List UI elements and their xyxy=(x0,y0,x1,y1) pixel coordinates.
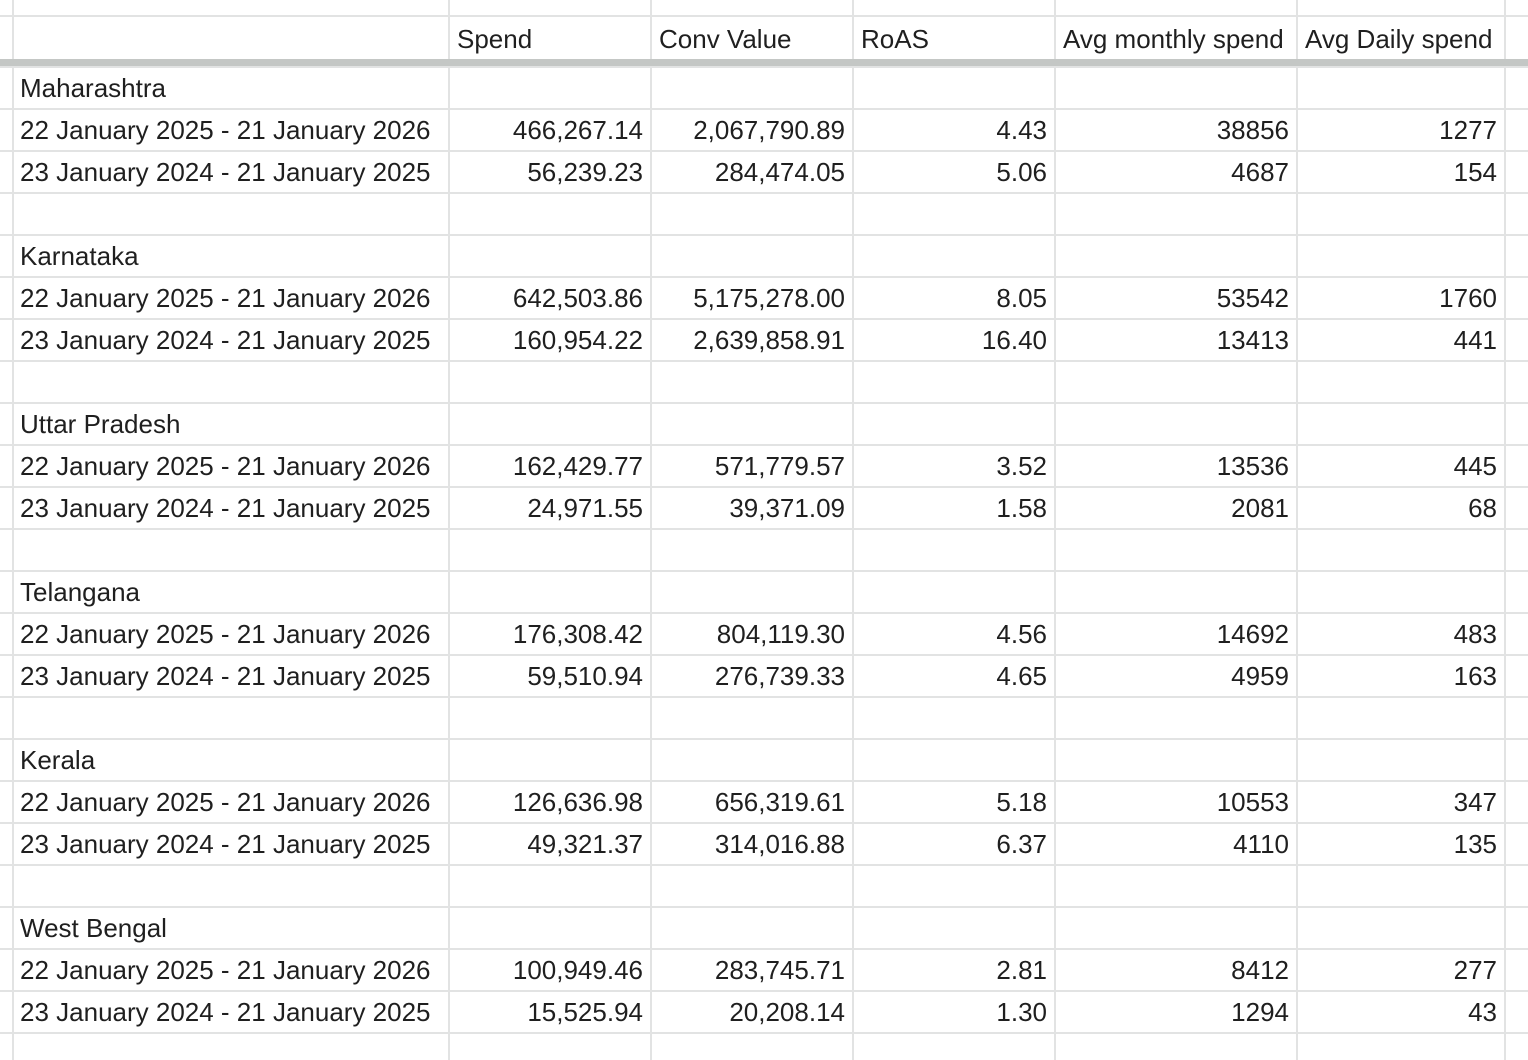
period-cell[interactable]: 23 January 2024 - 21 January 2025 xyxy=(20,157,431,187)
conv-value-cell[interactable]: 804,119.30 xyxy=(716,619,845,649)
avg-monthly-cell[interactable]: 1294 xyxy=(1231,997,1289,1027)
avg-daily-cell[interactable]: 43 xyxy=(1468,997,1497,1027)
grid-row-line xyxy=(0,360,1528,362)
period-cell[interactable]: 22 January 2025 - 21 January 2026 xyxy=(20,619,431,649)
period-cell[interactable]: 22 January 2025 - 21 January 2026 xyxy=(20,955,431,985)
header-blank-cell[interactable] xyxy=(20,19,441,59)
roas-cell[interactable]: 8.05 xyxy=(996,283,1047,313)
state-name-cell[interactable]: Kerala xyxy=(20,745,96,775)
roas-cell[interactable]: 3.52 xyxy=(996,451,1047,481)
grid-column-line xyxy=(448,0,450,1060)
roas-cell[interactable]: 2.81 xyxy=(996,955,1047,985)
avg-daily-cell[interactable]: 135 xyxy=(1453,829,1497,859)
avg-daily-cell[interactable]: 163 xyxy=(1453,661,1497,691)
spend-cell[interactable]: 126,636.98 xyxy=(512,787,643,817)
grid-row-line xyxy=(0,444,1528,446)
avg-daily-cell[interactable]: 68 xyxy=(1468,493,1497,523)
grid-column-line xyxy=(852,0,854,1060)
frozen-row-divider xyxy=(0,59,1528,66)
header-avg-daily-spend[interactable]: Avg Daily spend xyxy=(1305,24,1493,54)
roas-cell[interactable]: 1.30 xyxy=(996,997,1047,1027)
avg-daily-cell[interactable]: 154 xyxy=(1453,157,1497,187)
conv-value-cell[interactable]: 656,319.61 xyxy=(714,787,845,817)
avg-monthly-cell[interactable]: 10553 xyxy=(1216,787,1289,817)
spend-cell[interactable]: 160,954.22 xyxy=(512,325,643,355)
spend-cell[interactable]: 56,239.23 xyxy=(527,157,643,187)
avg-daily-cell[interactable]: 277 xyxy=(1453,955,1497,985)
period-cell[interactable]: 23 January 2024 - 21 January 2025 xyxy=(20,493,431,523)
grid-row-line xyxy=(0,948,1528,950)
conv-value-cell[interactable]: 20,208.14 xyxy=(729,997,845,1027)
spend-cell[interactable]: 176,308.42 xyxy=(512,619,643,649)
grid-row-line xyxy=(0,612,1528,614)
roas-cell[interactable]: 5.06 xyxy=(996,157,1047,187)
spend-cell[interactable]: 59,510.94 xyxy=(527,661,643,691)
roas-cell[interactable]: 4.43 xyxy=(996,115,1047,145)
avg-monthly-cell[interactable]: 13536 xyxy=(1216,451,1289,481)
avg-monthly-cell[interactable]: 2081 xyxy=(1231,493,1289,523)
avg-daily-cell[interactable]: 445 xyxy=(1453,451,1497,481)
conv-value-cell[interactable]: 2,067,790.89 xyxy=(693,115,845,145)
avg-monthly-cell[interactable]: 4110 xyxy=(1233,829,1289,859)
grid-column-line xyxy=(1054,0,1056,1060)
spend-cell[interactable]: 24,971.55 xyxy=(527,493,643,523)
grid-row-line xyxy=(0,108,1528,110)
roas-cell[interactable]: 16.40 xyxy=(981,325,1047,355)
grid-row-line xyxy=(0,990,1528,992)
roas-cell[interactable]: 4.65 xyxy=(996,661,1047,691)
grid-row-line xyxy=(0,528,1528,530)
period-cell[interactable]: 22 January 2025 - 21 January 2026 xyxy=(20,283,431,313)
avg-daily-cell[interactable]: 1277 xyxy=(1439,115,1497,145)
state-name-cell[interactable]: Maharashtra xyxy=(20,73,166,103)
period-cell[interactable]: 22 January 2025 - 21 January 2026 xyxy=(20,115,431,145)
roas-cell[interactable]: 1.58 xyxy=(996,493,1047,523)
avg-monthly-cell[interactable]: 53542 xyxy=(1216,283,1289,313)
header-avg-monthly-spend[interactable]: Avg monthly spend xyxy=(1063,24,1284,54)
spend-cell[interactable]: 466,267.14 xyxy=(512,115,643,145)
conv-value-cell[interactable]: 276,739.33 xyxy=(714,661,845,691)
header-conv-value[interactable]: Conv Value xyxy=(659,24,792,54)
grid-row-line xyxy=(0,15,1528,17)
spend-cell[interactable]: 15,525.94 xyxy=(527,997,643,1027)
grid-row-line xyxy=(0,192,1528,194)
spend-cell[interactable]: 642,503.86 xyxy=(512,283,643,313)
grid-row-line xyxy=(0,276,1528,278)
grid-row-line xyxy=(0,318,1528,320)
grid-row-line xyxy=(0,1032,1528,1034)
header-spend[interactable]: Spend xyxy=(457,24,533,54)
grid-column-line xyxy=(650,0,652,1060)
grid-column-line xyxy=(1504,0,1506,1060)
spend-cell[interactable]: 100,949.46 xyxy=(512,955,643,985)
header-roas[interactable]: RoAS xyxy=(861,24,929,54)
grid-row-line xyxy=(0,486,1528,488)
period-cell[interactable]: 22 January 2025 - 21 January 2026 xyxy=(20,451,431,481)
grid-row-line xyxy=(0,654,1528,656)
period-cell[interactable]: 23 January 2024 - 21 January 2025 xyxy=(20,829,431,859)
avg-daily-cell[interactable]: 347 xyxy=(1453,787,1497,817)
grid-row-line xyxy=(0,738,1528,740)
avg-daily-cell[interactable]: 441 xyxy=(1453,325,1497,355)
grid-row-line xyxy=(0,864,1528,866)
avg-daily-cell[interactable]: 1760 xyxy=(1439,283,1497,313)
grid-row-line xyxy=(0,822,1528,824)
conv-value-cell[interactable]: 571,779.57 xyxy=(714,451,845,481)
grid-row-line xyxy=(0,906,1528,908)
conv-value-cell[interactable]: 5,175,278.00 xyxy=(693,283,845,313)
grid-row-line xyxy=(0,780,1528,782)
avg-monthly-cell[interactable]: 8412 xyxy=(1231,955,1289,985)
avg-monthly-cell[interactable]: 38856 xyxy=(1216,115,1289,145)
roas-cell[interactable]: 6.37 xyxy=(996,829,1047,859)
grid-row-line xyxy=(0,570,1528,572)
avg-daily-cell[interactable]: 483 xyxy=(1453,619,1497,649)
period-cell[interactable]: 23 January 2024 - 21 January 2025 xyxy=(20,661,431,691)
conv-value-cell[interactable]: 284,474.05 xyxy=(714,157,845,187)
grid-row-line xyxy=(0,66,1528,68)
grid-row-line xyxy=(0,150,1528,152)
grid-row-line xyxy=(0,234,1528,236)
state-name-cell[interactable]: Karnataka xyxy=(20,241,139,271)
state-name-cell[interactable]: Telangana xyxy=(20,577,140,607)
grid-column-line xyxy=(12,0,14,1060)
period-cell[interactable]: 23 January 2024 - 21 January 2025 xyxy=(20,997,431,1027)
conv-value-cell[interactable]: 2,639,858.91 xyxy=(693,325,845,355)
conv-value-cell[interactable]: 314,016.88 xyxy=(714,829,845,859)
avg-monthly-cell[interactable]: 14692 xyxy=(1216,619,1289,649)
avg-monthly-cell[interactable]: 4687 xyxy=(1231,157,1289,187)
grid-column-line xyxy=(1296,0,1298,1060)
state-name-cell[interactable]: West Bengal xyxy=(20,913,167,943)
period-cell[interactable]: 23 January 2024 - 21 January 2025 xyxy=(20,325,431,355)
period-cell[interactable]: 22 January 2025 - 21 January 2026 xyxy=(20,787,431,817)
roas-cell[interactable]: 4.56 xyxy=(996,619,1047,649)
spend-cell[interactable]: 49,321.37 xyxy=(527,829,643,859)
grid-row-line xyxy=(0,696,1528,698)
conv-value-cell[interactable]: 39,371.09 xyxy=(729,493,845,523)
grid-row-line xyxy=(0,402,1528,404)
conv-value-cell[interactable]: 283,745.71 xyxy=(714,955,845,985)
avg-monthly-cell[interactable]: 13413 xyxy=(1216,325,1289,355)
spend-cell[interactable]: 162,429.77 xyxy=(512,451,643,481)
state-name-cell[interactable]: Uttar Pradesh xyxy=(20,409,181,439)
roas-cell[interactable]: 5.18 xyxy=(996,787,1047,817)
avg-monthly-cell[interactable]: 4959 xyxy=(1231,661,1289,691)
